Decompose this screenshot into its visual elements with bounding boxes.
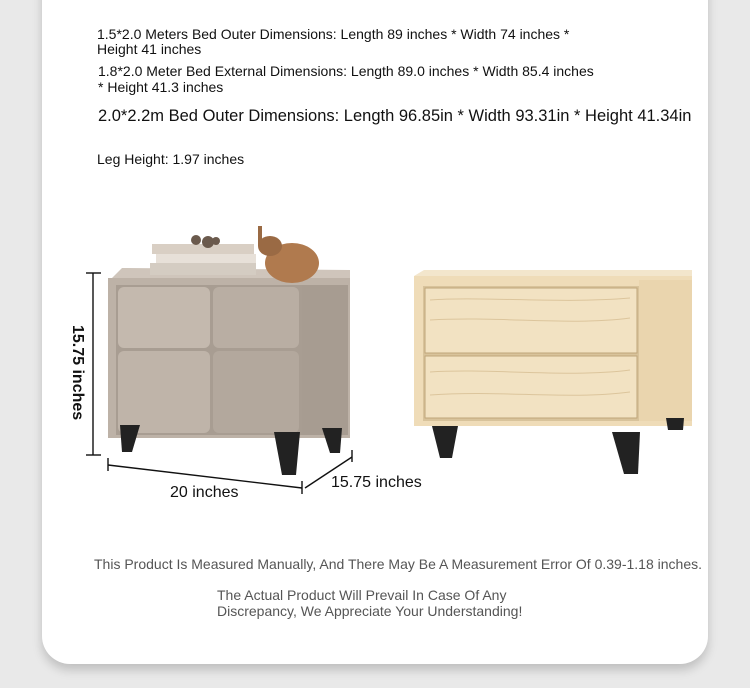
height-dimension-label: 15.75 inches bbox=[69, 325, 86, 421]
wooden-nightstand-frame bbox=[414, 270, 692, 474]
bed-dimensions-2-0: 2.0*2.2m Bed Outer Dimensions: Length 96.85in * Width 93.31in * Height 41.34in bbox=[98, 107, 692, 125]
measurement-error-note: This Product Is Measured Manually, And There May Be A Measurement Error Of 0.39-1.18 inches. bbox=[94, 556, 702, 572]
upholstered-nightstand bbox=[108, 226, 350, 475]
bed-dimensions-1-8: 1.8*2.0 Meter Bed External Dimensions: Length 89.0 inches * Width 85.4 inches * Height 41.3 inches bbox=[98, 63, 594, 95]
leg-height: Leg Height: 1.97 inches bbox=[97, 151, 245, 167]
discrepancy-note: The Actual Product Will Prevail In Case Of Any Discrepancy, We Appreciate Your Understanding! bbox=[217, 587, 523, 619]
bed-dimensions-1-5: 1.5*2.0 Meters Bed Outer Dimensions: Length 89 inches * Width 74 inches * Height 41 inches bbox=[97, 26, 570, 57]
width-dimension-label: 20 inches bbox=[170, 484, 239, 501]
depth-dimension-label: 15.75 inches bbox=[331, 474, 422, 491]
